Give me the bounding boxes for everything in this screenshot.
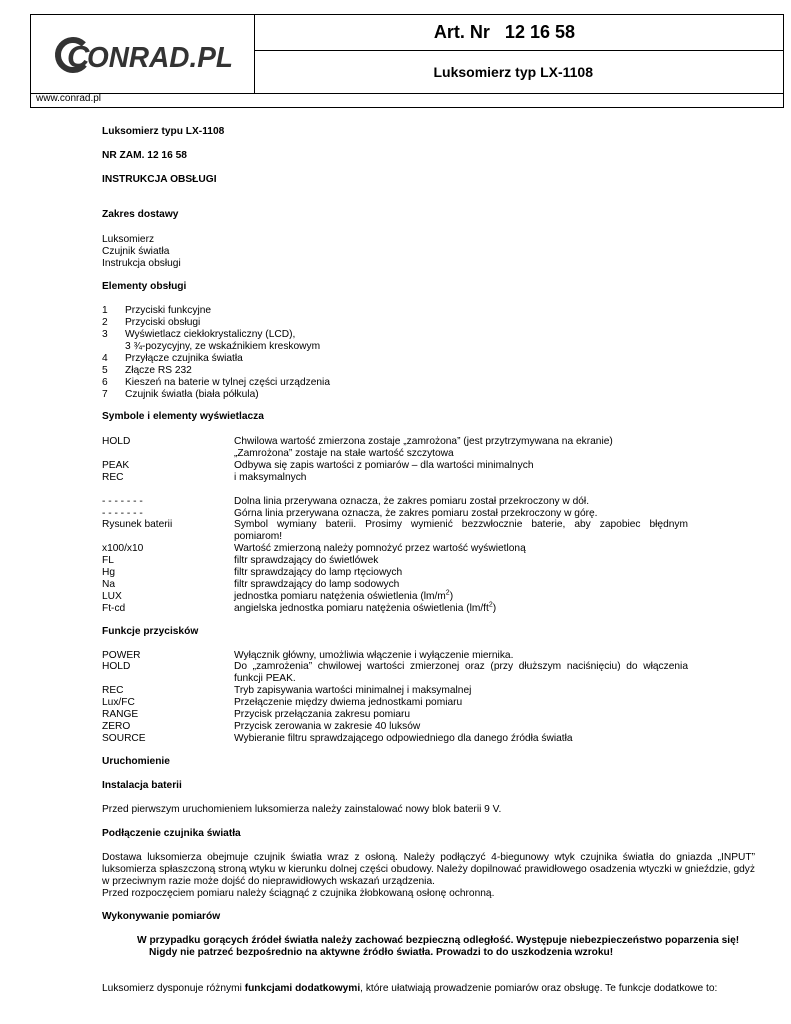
brand-name: ONRAD.PL: [87, 42, 233, 74]
final-pre: Luksomierz dysponuje różnymi: [102, 983, 245, 994]
button-desc: Wybieranie filtru sprawdzającego odpowiedniego dla danego źródła światła: [234, 733, 573, 744]
buttons-heading: Funkcje przycisków: [102, 626, 199, 637]
startup-heading: Uruchomienie: [102, 756, 170, 767]
symbol-term: Ft-cd: [102, 603, 126, 614]
ftcd-sup: 2: [488, 601, 493, 609]
symbol-desc-lux: [234, 591, 453, 603]
control-text: Przyciski obsługi: [125, 317, 201, 328]
button-desc: Do „zamrożenia” chwilowej wartości zmierzonej oraz (przy dłuższym naciśnięciu) do włączenia: [234, 661, 688, 672]
button-term: ZERO: [102, 721, 131, 732]
battery-heading: Instalacja baterii: [102, 780, 182, 791]
control-num: 2: [102, 317, 108, 328]
symbol-term: Na: [102, 579, 116, 590]
button-desc: Przycisk zerowania w zakresie 40 luksów: [234, 721, 421, 732]
button-desc: funkcji PEAK.: [234, 673, 296, 684]
symbol-desc: Dolna linia przerywana oznacza, że zakres pomiaru został przekroczony w dół.: [234, 496, 590, 507]
product-row: [255, 51, 783, 93]
button-desc: Wyłącznik główny, umożliwia włączenie i wyłączenie miernika.: [234, 650, 514, 661]
title-cell: [255, 15, 783, 93]
final-post: , które ułatwiają prowadzenie pomiarów oraz obsługę. Te funkcje dodatkowe to:: [360, 983, 718, 994]
control-text: Wyświetlacz ciekłokrystaliczny (LCD),: [125, 329, 296, 340]
document-header: [30, 14, 784, 94]
symbol-term: - - - - - - -: [102, 496, 143, 507]
control-num: 4: [102, 353, 108, 364]
button-term: SOURCE: [102, 733, 146, 744]
control-text: Przyciski funkcyjne: [125, 305, 212, 316]
control-num: 1: [102, 305, 108, 316]
symbol-term: LUX: [102, 591, 122, 602]
control-text: Czujnik światła (biała półkula): [125, 389, 259, 400]
button-term: HOLD: [102, 661, 131, 672]
button-desc: Przycisk przełączania zakresu pomiaru: [234, 709, 411, 720]
final-paragraph: [102, 983, 717, 995]
symbol-desc: Górna linia przerywana oznacza, że zakres pomiaru został przekroczony w górę.: [234, 508, 598, 519]
control-num: 5: [102, 365, 108, 376]
symbol-desc: „Zamrożona” zostaje na stałe wartość szczytowa: [234, 448, 454, 459]
final-bold: funkcjami dodatkowymi: [244, 983, 361, 994]
symbol-desc: Symbol wymiany baterii. Prosimy wymienić bezzwłocznie baterie, aby zapobiec błędnym: [234, 519, 688, 530]
control-num: 6: [102, 377, 108, 388]
symbol-desc: i maksymalnych: [234, 472, 307, 483]
symbol-desc: filtr sprawdzający do świetlówek: [234, 555, 379, 566]
sensor-heading: Podłączenie czujnika światła: [102, 828, 241, 839]
controls-heading: Elementy obsługi: [102, 281, 187, 292]
button-desc: Tryb zapisywania wartości minimalnej i maksymalnej: [234, 685, 472, 696]
url-bar: [30, 92, 784, 108]
lux-sup: 2: [445, 589, 450, 597]
symbol-term: FL: [102, 555, 114, 566]
symbol-term: PEAK: [102, 460, 130, 471]
symbol-term: - - - - - - -: [102, 508, 143, 519]
measure-heading: Wykonywanie pomiarów: [102, 911, 221, 922]
control-num: 3: [102, 329, 108, 340]
warning-heat: W przypadku gorących źródeł światła należy zachować bezpieczną odległość. Występuje niebezpieczeństwo poparzenia się!: [137, 935, 740, 946]
warning-eyes: Nigdy nie patrzeć bezpośrednio na aktywne źródło światła. Prowadzi to do uszkodzenia wzroku!: [149, 947, 614, 958]
control-num: 7: [102, 389, 108, 400]
delivery-item: Luksomierz: [102, 234, 155, 245]
ftcd-end: ): [492, 603, 497, 614]
art-number-row: [255, 15, 783, 51]
sensor-text-2: Przed rozpoczęciem pomiaru należy ściągnąć z czujnika żłobkowaną osłonę ochronną.: [102, 888, 495, 899]
brand-initial: C: [67, 39, 90, 74]
logo-cell: [31, 15, 255, 93]
lux-desc: jednostka pomiaru natężenia oświetlenia (lm/m: [234, 591, 446, 602]
delivery-item: Czujnik światła: [102, 246, 170, 257]
symbol-term: Rysunek baterii: [102, 519, 173, 530]
symbol-desc: Odbywa się zapis wartości z pomiarów – dla wartości minimalnych: [234, 460, 534, 471]
intro-title: Luksomierz typu LX-1108: [102, 126, 225, 137]
order-number: NR ZAM. 12 16 58: [102, 150, 187, 161]
button-term: Lux/FC: [102, 697, 135, 708]
lux-end: ): [449, 591, 454, 602]
symbol-term: Hg: [102, 567, 116, 578]
product-name: Luksomierz typ LX-1108: [433, 64, 593, 80]
control-text: Złącze RS 232: [125, 365, 192, 376]
symbol-desc: filtr sprawdzający do lamp rtęciowych: [234, 567, 403, 578]
button-desc: Przełączenie między dwiema jednostkami pomiaru: [234, 697, 463, 708]
symbol-desc-ftcd: [234, 603, 496, 615]
symbol-desc: pomiarom!: [234, 531, 283, 542]
conrad-logo: [53, 35, 238, 75]
manual-title: INSTRUKCJA OBSŁUGI: [102, 174, 217, 185]
battery-text: Przed pierwszym uruchomieniem luksomierza należy zainstalować nowy blok baterii 9 V.: [102, 804, 502, 815]
sensor-text: Dostawa luksomierza obejmuje czujnik światła wraz z osłoną. Należy podłączyć 4-biegunowy wtyk czujnika światła do gniazda „INPUT” luksomierza spłaszczoną stroną wtyku w kierunku dolnej części obudowy. Należy dopilnować prawidłowego osadzenia wtyczki w gnieździe, gdyż w przeciwnym razie może dojść do nieprawidłowych wskazań urządzenia.: [102, 852, 755, 887]
control-text: Przyłącze czujnika światła: [125, 353, 243, 364]
control-text: Kieszeń na baterie w tylnej części urządzenia: [125, 377, 330, 388]
button-term: RANGE: [102, 709, 139, 720]
control-text: 3 ¾-pozycyjny, ze wskaźnikiem kreskowym: [125, 341, 321, 352]
art-number: Art. Nr 12 16 58: [433, 22, 575, 42]
delivery-item: Instrukcja obsługi: [102, 258, 181, 269]
button-term: REC: [102, 685, 124, 696]
symbol-term: REC: [102, 472, 124, 483]
symbol-term: x100/x10: [102, 543, 144, 554]
symbol-desc: Wartość zmierzoną należy pomnożyć przez wartość wyświetloną: [234, 543, 526, 554]
symbols-heading: Symbole i elementy wyświetlacza: [102, 411, 264, 422]
button-term: POWER: [102, 650, 141, 661]
symbol-desc: Chwilowa wartość zmierzona zostaje „zamrożona” (jest przytrzymywana na ekranie): [234, 436, 613, 447]
symbol-term: HOLD: [102, 436, 131, 447]
website-url: www.conrad.pl: [36, 93, 102, 104]
symbol-desc: filtr sprawdzający do lamp sodowych: [234, 579, 400, 590]
ftcd-desc: angielska jednostka pomiaru natężenia oświetlenia (lm/ft: [234, 603, 489, 614]
delivery-heading: Zakres dostawy: [102, 209, 179, 220]
